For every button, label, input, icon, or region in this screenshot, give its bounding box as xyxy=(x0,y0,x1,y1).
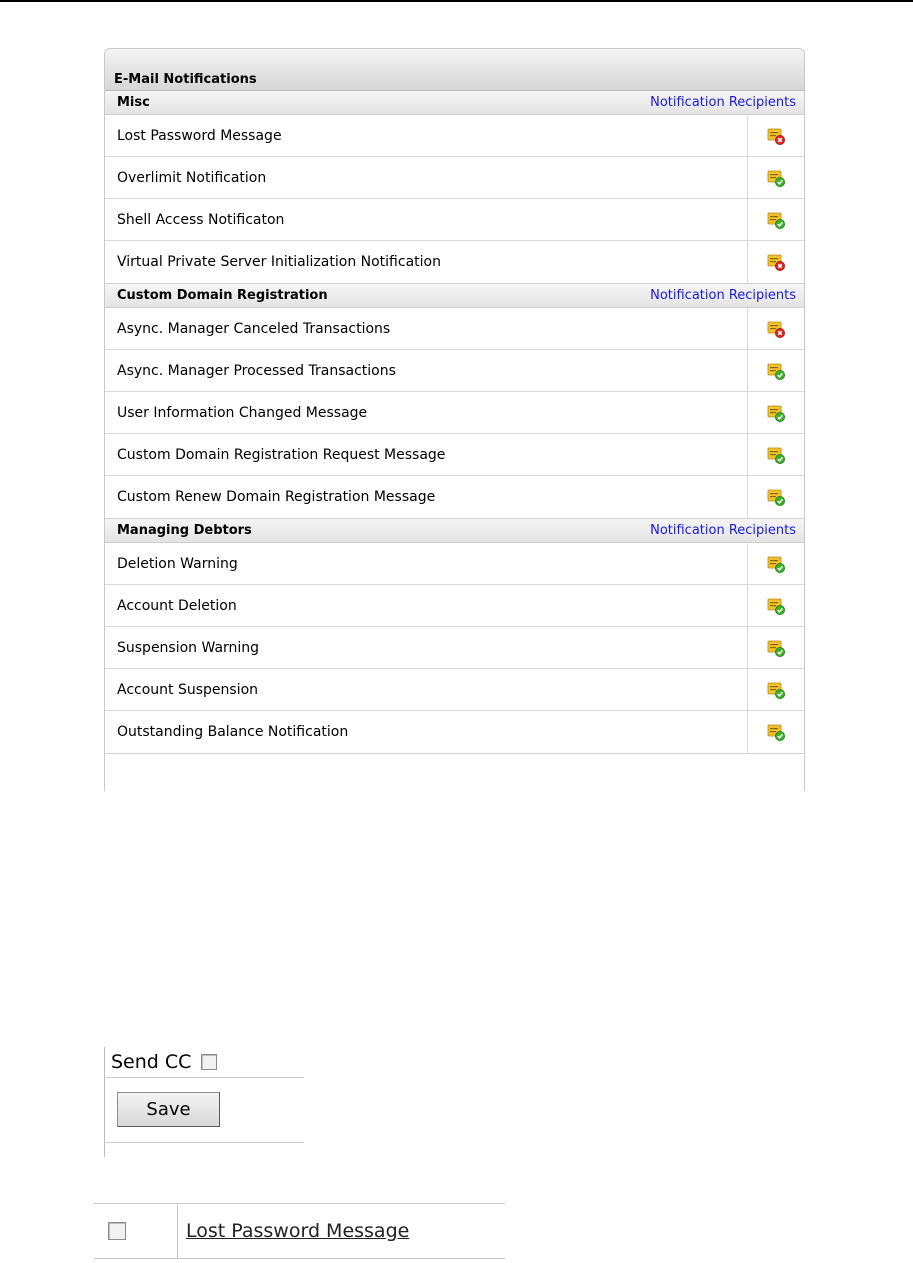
cc-enabled-icon[interactable] xyxy=(747,350,804,391)
notification-row[interactable] xyxy=(105,543,804,585)
cc-enabled-icon[interactable] xyxy=(747,543,804,584)
notification-name[interactable]: Lost Password Message xyxy=(117,127,282,144)
notification-row[interactable] xyxy=(105,241,804,283)
sections-container xyxy=(105,91,804,754)
send-cc-label: Send CC xyxy=(111,1051,192,1073)
notification-row[interactable] xyxy=(105,308,804,350)
notification-name[interactable]: Account Deletion xyxy=(117,597,237,614)
notification-name[interactable]: Shell Access Notificaton xyxy=(117,211,285,228)
cc-disabled-icon[interactable] xyxy=(747,308,804,349)
panel-title: E-Mail Notifications xyxy=(105,49,804,91)
notification-name[interactable]: Suspension Warning xyxy=(117,639,260,656)
lost-password-message-link[interactable]: Lost Password Message xyxy=(186,1220,410,1242)
save-button[interactable]: Save xyxy=(117,1092,220,1127)
notification-name[interactable]: Outstanding Balance Notification xyxy=(117,724,349,740)
notification-row[interactable] xyxy=(105,392,804,434)
notification-recipients-link[interactable]: Notification Recipients xyxy=(650,95,796,110)
cc-disabled-icon[interactable] xyxy=(747,241,804,283)
send-cc-form xyxy=(104,1047,304,1157)
cc-enabled-icon[interactable] xyxy=(747,434,804,475)
notification-name[interactable]: Custom Renew Domain Registration Message xyxy=(117,489,436,505)
section-title: Misc xyxy=(117,95,150,110)
section-custom-domain-registration xyxy=(105,284,804,519)
send-cc-row xyxy=(104,1047,304,1078)
notification-name[interactable]: Deletion Warning xyxy=(117,555,238,572)
column-divider xyxy=(177,1204,178,1258)
notification-row[interactable] xyxy=(105,199,804,241)
row-select-checkbox[interactable] xyxy=(108,1222,126,1240)
notification-name[interactable]: Overlimit Notification xyxy=(117,169,267,186)
section-title: Custom Domain Registration xyxy=(117,288,328,303)
notification-row[interactable] xyxy=(105,585,804,627)
notification-name[interactable]: Async. Manager Processed Transactions xyxy=(117,362,396,379)
cc-enabled-icon[interactable] xyxy=(747,157,804,198)
notification-name[interactable]: Virtual Private Server Initialization Notification xyxy=(117,254,441,270)
notification-row[interactable] xyxy=(105,669,804,711)
notification-recipients-link[interactable]: Notification Recipients xyxy=(650,523,796,538)
cc-enabled-icon[interactable] xyxy=(747,585,804,626)
notification-row[interactable] xyxy=(105,157,804,199)
cc-enabled-icon[interactable] xyxy=(747,627,804,668)
notification-row[interactable] xyxy=(105,350,804,392)
section-managing-debtors xyxy=(105,519,804,754)
top-divider xyxy=(0,0,913,2)
notification-name[interactable]: User Information Changed Message xyxy=(117,404,368,421)
notification-row[interactable] xyxy=(105,434,804,476)
notification-row[interactable] xyxy=(105,476,804,518)
cc-enabled-icon[interactable] xyxy=(747,711,804,753)
notification-row[interactable] xyxy=(105,627,804,669)
notification-row[interactable] xyxy=(105,711,804,753)
notification-name[interactable]: Async. Manager Canceled Transactions xyxy=(117,320,391,337)
notification-name[interactable]: Account Suspension xyxy=(117,681,259,698)
form-spacer xyxy=(104,1143,304,1157)
cc-enabled-icon[interactable] xyxy=(747,476,804,518)
section-header xyxy=(105,519,804,543)
section-header xyxy=(105,91,804,115)
cc-enabled-icon[interactable] xyxy=(747,669,804,710)
section-title: Managing Debtors xyxy=(117,523,252,538)
notification-name[interactable]: Custom Domain Registration Request Message xyxy=(117,446,446,463)
send-cc-checkbox[interactable] xyxy=(201,1054,217,1070)
cc-enabled-icon[interactable] xyxy=(747,392,804,433)
section-header xyxy=(105,284,804,308)
section-misc xyxy=(105,91,804,284)
notification-row xyxy=(94,1203,505,1259)
save-row xyxy=(104,1078,304,1143)
email-notifications-panel xyxy=(104,48,805,791)
cc-enabled-icon[interactable] xyxy=(747,199,804,240)
cc-disabled-icon[interactable] xyxy=(747,115,804,156)
notification-recipients-link[interactable]: Notification Recipients xyxy=(650,288,796,303)
notification-row[interactable] xyxy=(105,115,804,157)
